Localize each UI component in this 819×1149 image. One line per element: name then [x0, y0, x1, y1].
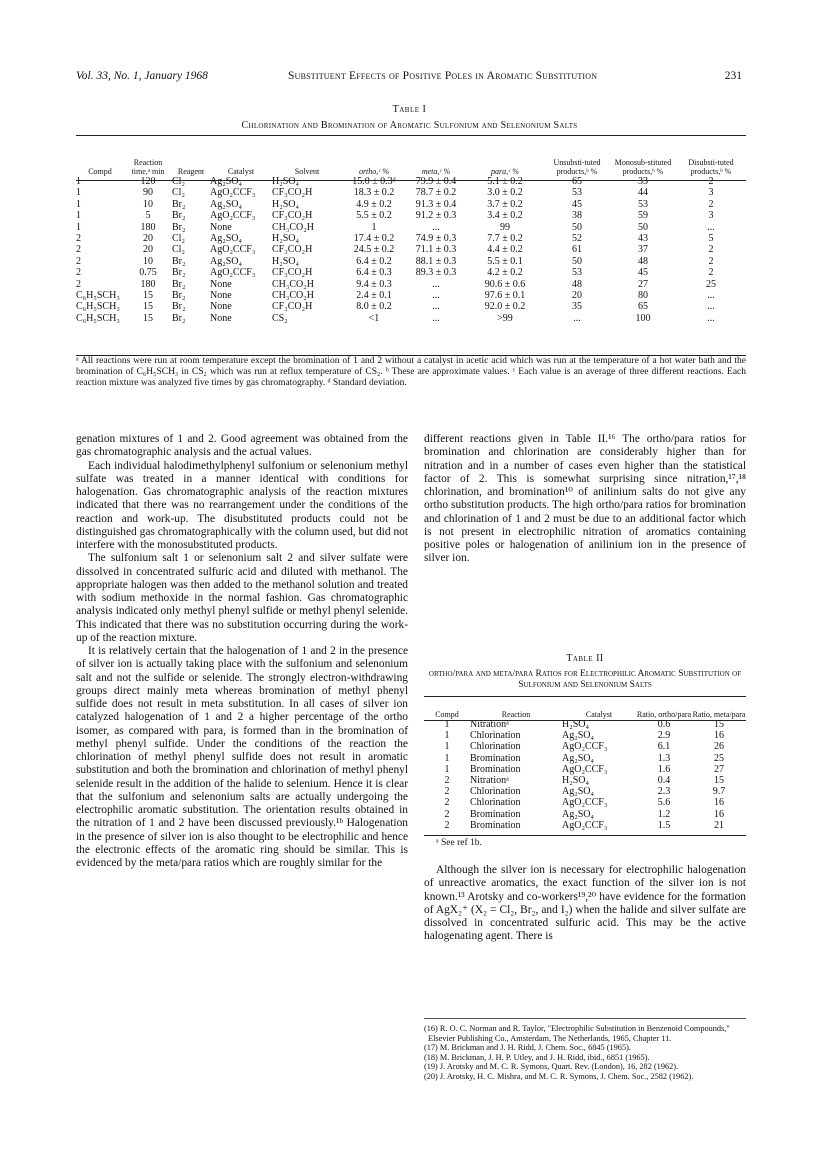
table-cell: 65 [638, 301, 648, 313]
table-cell: 5.1 ± 0.2 [487, 176, 523, 187]
table-cell: 2 [444, 797, 450, 809]
table1-header-compd: Compd [88, 167, 112, 176]
table-cell: 6.4 ± 0.2 [356, 255, 392, 267]
table2-header-reaction: Reaction [501, 710, 531, 719]
table-cell: None [210, 221, 232, 233]
table-cell: 27 [714, 763, 724, 775]
table-cell: C₆H₅SCH₃ [76, 290, 120, 302]
table-cell: 5.6 [657, 797, 671, 809]
table-cell: AgO₂CCF₃ [210, 267, 256, 279]
table-cell: H₂SO₄ [272, 198, 299, 210]
table-cell: CH₃CO₂H [272, 221, 314, 233]
table-cell: ... [432, 278, 440, 290]
table-cell: 78.7 ± 0.2 [415, 187, 457, 199]
table1-header-solvent: Solvent [294, 167, 320, 176]
table-cell: Br₂ [172, 210, 186, 222]
table-cell: 1 [371, 221, 377, 233]
table-cell: CF₃CO₂H [272, 210, 313, 222]
table-cell: None [210, 312, 232, 324]
table-cell: AgO₂CCF₃ [562, 763, 608, 775]
table-cell: 3.7 ± 0.2 [487, 198, 523, 210]
table1-header-reagent: Reagent [177, 167, 205, 176]
paragraph: genation mixtures of 1 and 2. Good agreement was obtained from the gas chromatographic analysis and the actual values. [76, 433, 408, 459]
table-cell: ... [573, 312, 581, 324]
table2-footnote: ᵃ See ref 1b. [436, 838, 482, 848]
table-cell: Bromination [470, 808, 521, 820]
table-cell: Ag₂SO₄ [210, 233, 242, 245]
table-cell: ... [707, 301, 715, 313]
table1-row [76, 233, 746, 244]
table-cell: 6.4 ± 0.3 [356, 267, 392, 279]
table-cell: 15 [143, 301, 153, 313]
table-cell: 3 [708, 210, 714, 222]
table1-row [76, 301, 746, 312]
table-cell: Cl₂ [172, 176, 185, 187]
table-cell: Chlorination [470, 797, 521, 809]
table1-row [76, 267, 746, 278]
table-cell: 0.75 [139, 267, 157, 279]
table-cell: 4.2 ± 0.2 [487, 267, 523, 279]
table-cell: 180 [140, 278, 156, 290]
table2-row [424, 753, 746, 764]
table-cell: 25 [706, 278, 716, 290]
table-cell: 74.9 ± 0.3 [415, 233, 457, 245]
table-cell: 1 [76, 210, 81, 222]
table2-bottom-rule [424, 835, 746, 836]
table2-row [424, 741, 746, 752]
table-cell: 21 [714, 819, 724, 831]
table-cell: CF₃CO₂H [272, 267, 313, 279]
table1-row [76, 290, 746, 301]
table-cell: 1.6 [657, 763, 671, 775]
table2-row [424, 809, 746, 820]
table1-row [76, 187, 746, 198]
table-cell: 20 [143, 233, 153, 245]
table1-row [76, 313, 746, 324]
table-cell: 80 [638, 290, 648, 302]
table2-label: Table II [566, 653, 604, 664]
table-cell: 1 [444, 741, 450, 753]
table-cell: 43 [638, 233, 648, 245]
table-cell: 65 [572, 176, 582, 187]
table-cell: Br₂ [172, 301, 186, 313]
table-cell: Ag₂SO₄ [562, 786, 594, 798]
table-cell: 33 [638, 176, 648, 187]
volume-info: Vol. 33, No. 1, January 1968 [76, 70, 208, 82]
table-cell: Cl₂ [172, 187, 185, 199]
table-cell: Br₂ [172, 312, 186, 324]
footnote-rule [424, 1018, 746, 1019]
table-cell: 88.1 ± 0.3 [415, 255, 457, 267]
table-cell: 24.5 ± 0.2 [353, 244, 395, 256]
table1-header-di: Disubsti-tuted products,ᵇ % [688, 158, 734, 176]
table-cell: 2 [708, 198, 714, 210]
table1-header-meta: meta,ᶜ % [421, 167, 451, 176]
table-cell: 2 [444, 819, 450, 831]
table-cell: 97.6 ± 0.1 [484, 290, 526, 302]
table-cell: 1 [444, 730, 450, 742]
table-cell: ... [707, 290, 715, 302]
table-cell: H₂SO₄ [562, 775, 589, 787]
table2-caption: ortho/para and meta/para Ratios for Electrophilic Aromatic Substitution of Sulfonium and Selenonium Salts [428, 669, 742, 690]
table2-row [424, 775, 746, 786]
table-cell: 16 [714, 797, 724, 809]
table-cell: 27 [638, 278, 648, 290]
table-cell: 10 [143, 255, 153, 267]
right-column-top [424, 433, 746, 566]
table-cell: 6.1 [657, 741, 671, 753]
table-cell: 5 [145, 210, 151, 222]
paragraph: Although the silver ion is necessary for electrophilic halogenation of unreactive aromatics, the exact function of the silver ion is not known.¹³ Arotsky and co-workers¹⁹,²⁰ have evidence for the formation of AgX₂⁺ (X₂ = Cl₂, Br₂, and I₂) when the halide and silver sulfate are dissolved in concentrated sulfuric acid. This may be the active halogenating agent. There is [424, 864, 746, 943]
table-cell: CS₂ [272, 312, 288, 324]
table-cell: ... [432, 290, 440, 302]
table-cell: CF₃CO₂H [272, 301, 313, 313]
reference-item: (20) J. Arotsky, H. C. Mishra, and M. C. R. Symons, J. Chem. Soc., 2582 (1962). [424, 1071, 694, 1081]
table-cell: AgO₂CCF₃ [210, 187, 256, 199]
table-cell: 9.7 [712, 786, 726, 798]
table-cell: 45 [638, 267, 648, 279]
table-cell: 2 [708, 176, 714, 187]
table-cell: 9.4 ± 0.3 [356, 278, 392, 290]
table1-row [76, 210, 746, 221]
table-cell: 59 [638, 210, 648, 222]
table-cell: 4.4 ± 0.2 [487, 244, 523, 256]
table1-header-rule [76, 180, 746, 181]
table-cell: Cl₂ [172, 244, 185, 256]
table-cell: 52 [572, 233, 582, 245]
table-cell: 37 [638, 244, 648, 256]
table-cell: Ag₂SO₄ [210, 198, 242, 210]
table-cell: Bromination [470, 752, 521, 764]
table-cell: 1 [444, 763, 450, 775]
table-cell: Br₂ [172, 267, 186, 279]
table-cell: 91.3 ± 0.4 [415, 198, 457, 210]
table-cell: Chlorination [470, 741, 521, 753]
table-cell: 0.4 [657, 775, 671, 787]
table1-header-catalyst: Catalyst [227, 167, 255, 176]
table2-row [424, 786, 746, 797]
table-cell: 53 [572, 267, 582, 279]
table-cell: 48 [638, 255, 648, 267]
table-cell: CF₃CO₂H [272, 244, 313, 256]
table-cell: Ag₂SO₄ [210, 255, 242, 267]
running-title: Substituent Effects of Positive Poles in Aromatic Substitution [288, 70, 598, 82]
table-cell: 16 [714, 808, 724, 820]
table-cell: ... [432, 221, 440, 233]
table-cell: 2.4 ± 0.1 [356, 290, 392, 302]
table-cell: >99 [497, 312, 513, 324]
reference-item: (19) J. Arotsky and M. C. R. Symons, Quart. Rev. (London), 16, 282 (1962). [424, 1062, 679, 1072]
running-head [76, 70, 742, 86]
table-cell: 8.0 ± 0.2 [356, 301, 392, 313]
table-cell: 17.4 ± 0.2 [353, 233, 395, 245]
table-cell: Br₂ [172, 255, 186, 267]
left-column [76, 433, 408, 870]
table1-row [76, 279, 746, 290]
table-cell: 18.3 ± 0.2 [353, 187, 395, 199]
table-cell: Ag₂SO₄ [562, 730, 594, 742]
table-cell: 2 [76, 233, 81, 245]
table-cell: Br₂ [172, 221, 186, 233]
table-cell: 15 [143, 290, 153, 302]
table1-caption: Chlorination and Bromination of Aromatic Sulfonium and Selenonium Salts [241, 120, 578, 131]
table-cell: 1 [76, 198, 81, 210]
table-cell: 15 [143, 312, 153, 324]
table-cell: 1 [76, 221, 81, 233]
table2-header-catalyst: Catalyst [585, 710, 613, 719]
table-cell: 99 [500, 221, 510, 233]
reference-item: (18) M. Brickman, J. H. P. Utley, and J. H. Ridd, ibid., 6851 (1965). [424, 1052, 650, 1062]
table-cell: 35 [572, 301, 582, 313]
table-cell: 5.5 ± 0.2 [356, 210, 392, 222]
table-cell: 1 [76, 176, 81, 187]
table-cell: 45 [572, 198, 582, 210]
table-cell: Br₂ [172, 290, 186, 302]
table-cell: C₆H₅SCH₃ [76, 301, 120, 313]
table1-row [76, 199, 746, 210]
table-cell: 2 [444, 775, 450, 787]
table1-row [76, 176, 746, 187]
table-cell: ... [432, 301, 440, 313]
table-cell: AgO₂CCF₃ [562, 741, 608, 753]
table-cell: Chlorination [470, 730, 521, 742]
table-cell: Chlorination [470, 786, 521, 798]
page-number: 231 [724, 70, 742, 82]
table-cell: Bromination [470, 819, 521, 831]
table-cell: 50 [638, 221, 648, 233]
table2-body [424, 719, 746, 831]
table2-header-compd: Compd [435, 710, 459, 719]
table-cell: None [210, 301, 232, 313]
table-cell: 1.3 [657, 752, 671, 764]
table1-row [76, 222, 746, 233]
right-column-bottom [424, 864, 746, 944]
table2-header-op: Ratio, ortho/para [636, 710, 692, 719]
paragraph: It is relatively certain that the halogenation of 1 and 2 in the presence of silver ion is actually taking place with the sulfonium and selenonium salt and not the sulfide or selenide. The strongly electron-withdrawing groups direct mainly meta whereas bromination of methyl phenyl sulfide does not result in meta substitution. In all cases of silver ion catalyzed halogenation of 1 and 2 a higher percentage of the ortho isomer, as compared with para, is formed than in the bromination of methyl phenyl sulfide. Under the conditions of the reaction the chlorination of methyl phenyl sulfide does not result in aromatic substitution and both the bromination and chlorination of methyl phenyl selenide result in the addition of the halide to selenium. Hence it is clear that the sulfonium and selenonium salts are actually undergoing the electrophilic aromatic substitution. The orientation results obtained in the nitration of 1 and 2 have been discussed previously.¹ᵇ Halogenation in the presence of silver ion is also thought to be electrophilic and hence the electronic effects of the aromatic ring should be similar. This is evidenced by the meta/para ratios which are roughly similar for the [76, 645, 408, 869]
table-cell: 1.2 [657, 808, 671, 820]
table-cell: 0.6 [657, 719, 671, 730]
table2-row [424, 820, 746, 831]
table-cell: None [210, 278, 232, 290]
table1-footnote: ᵃ All reactions were run at room temperature except the bromination of 1 and 2 without a catalyst in acetic acid which was run at the temperature of a hot water bath and the bromination of C₆H₅SCH₃ in CS₂ which was run at reflux temperature of CS₂. ᵇ These are approximate values. ᶜ Each value is an average of three different reactions. Each reaction mixture was analyzed five times by gas chromatography. ᵈ Standard deviation. [76, 356, 746, 389]
table-cell: H₂SO₄ [272, 255, 299, 267]
table-cell: CH₃CO₂H [272, 290, 314, 302]
table-cell: 53 [572, 187, 582, 199]
table-cell: 2.3 [657, 786, 671, 798]
table-cell: 15 [714, 775, 724, 787]
table-cell: Cl₂ [172, 233, 185, 245]
table1-row [76, 244, 746, 255]
table-cell: CH₃CO₂H [272, 278, 314, 290]
table-cell: 48 [572, 278, 582, 290]
table-cell: 3.0 ± 0.2 [487, 187, 523, 199]
table-cell: C₆H₅SCH₃ [76, 312, 120, 324]
table2 [424, 697, 746, 831]
paragraph: different reactions given in Table II.¹⁶ The ortho/para ratios for bromination and chlorination are considerably higher than for nitration and in a number of cases even higher than the statistical factor of 2. This is somewhat surprising since nitration,¹⁷,¹⁸ chlorination, and bromination¹⁰ of anilinium salts do not give any ortho substitution products. The high ortho/para ratios for bromination and chlorination of 1 and 2 must be due to an additional factor which is not present in electrophilic nitration of aromatics containing positive poles or halogenation of anilinium ion in the presence of silver ion. [424, 433, 746, 565]
table-cell: 100 [635, 312, 651, 324]
table-cell: 16 [714, 730, 724, 742]
table-cell: 79.9 ± 0.4 [415, 176, 457, 187]
table-cell: 92.0 ± 0.2 [484, 301, 526, 313]
table-cell: Bromination [470, 763, 521, 775]
table-cell: ... [432, 312, 440, 324]
table-cell: None [210, 290, 232, 302]
table-cell: AgO₂CCF₃ [562, 819, 608, 831]
table1-row [76, 256, 746, 267]
table-cell: 25 [714, 752, 724, 764]
table-cell: 15.0 ± 0.3ᵈ [352, 176, 396, 187]
table2-row [424, 797, 746, 808]
table-cell: 10 [143, 198, 153, 210]
table1-body [76, 176, 746, 324]
table1-header-unsub: Unsubsti-tuted products,ᵇ % [553, 158, 601, 176]
table1-label: Table I [392, 104, 427, 115]
table-cell: 5.5 ± 0.1 [487, 255, 523, 267]
table1-header-time: Reaction time,ᵃ min [131, 158, 165, 176]
table-cell: 1 [444, 719, 450, 730]
table-cell: <1 [368, 312, 380, 324]
table-cell: 2 [444, 808, 450, 820]
table-cell: 20 [572, 290, 582, 302]
table-cell: 3.4 ± 0.2 [487, 210, 523, 222]
table2-row [424, 730, 746, 741]
table2-header-rule [424, 720, 746, 721]
table1-header-ortho: ortho,ᶜ % [358, 167, 390, 176]
table-cell: 50 [572, 255, 582, 267]
table-cell: Ag₂SO₄ [562, 752, 594, 764]
reference-item: (16) R. O. C. Norman and R. Taylor, "Electrophilic Substitution in Benzenoid Compounds," Elsevier Publishing Co., Amsterdam, The Netherlands, 1965, Chapter 11. [424, 1024, 730, 1043]
table-cell: 2 [708, 244, 714, 256]
table1 [76, 136, 746, 324]
table-cell: 61 [572, 244, 582, 256]
table-cell: 90.6 ± 0.6 [484, 278, 526, 290]
table-cell: AgO₂CCF₃ [562, 797, 608, 809]
table-cell: ... [707, 312, 715, 324]
table-cell: 180 [140, 221, 156, 233]
table-cell: 2 [76, 278, 81, 290]
table-cell: 26 [714, 741, 724, 753]
table-cell: AgO₂CCF₃ [210, 244, 256, 256]
table-cell: 89.3 ± 0.3 [415, 267, 457, 279]
table-cell: H₂SO₄ [562, 719, 589, 730]
table-cell: 2 [444, 786, 450, 798]
table-cell: 90 [143, 187, 153, 199]
table-cell: 38 [572, 210, 582, 222]
table-cell: CF₃CO₂H [272, 187, 313, 199]
table-cell: 2 [76, 255, 81, 267]
table-cell: 20 [143, 244, 153, 256]
table-cell: 15 [714, 719, 724, 730]
table-cell: 2 [76, 244, 81, 256]
table-cell: Ag₂SO₄ [210, 176, 242, 187]
table-cell: 2 [708, 255, 714, 267]
table2-header-mp: Ratio, meta/para [692, 710, 746, 719]
paragraph: Each individual halodimethylphenyl sulfonium or selenonium methyl sulfate was treated in a manner identical with conditions for halogenation. Gas chromatographic analysis of the reaction mixtures indicated that there was no rearrangement under the conditions of the reaction and work-up. The disubstituted products could not be distinguished gas chromatographically with the column used, but did not interfere with the monosubstituted products. [76, 459, 408, 551]
table-cell: 50 [572, 221, 582, 233]
table2-row [424, 764, 746, 775]
table-cell: ... [707, 221, 715, 233]
table-cell: 120 [140, 176, 156, 187]
table-cell: 3 [708, 187, 714, 199]
table-cell: 1 [444, 752, 450, 764]
references [424, 1024, 746, 1082]
table-cell: Ag₂SO₄ [562, 808, 594, 820]
paragraph: The sulfonium salt 1 or selenonium salt 2 and silver sulfate were dissolved in concentrated sulfuric acid and diluted with methanol. The appropriate halogen was then added to the methanol solution and treated with sodium methoxide in the normal fashion. Gas chromatographic analysis indicated only methyl phenyl sulfide or methyl phenyl selenide. This indicated that there was no substitution occurring during the work-up of the reaction mixture. [76, 552, 408, 644]
table-cell: Br₂ [172, 198, 186, 210]
table-cell: Nitrationᵃ [470, 775, 509, 787]
table-cell: 1 [76, 187, 81, 199]
table-cell: 2 [708, 267, 714, 279]
table-cell: 53 [638, 198, 648, 210]
reference-item: (17) M. Brickman and J. H. Ridd, J. Chem. Soc., 6845 (1965). [424, 1043, 631, 1053]
table-cell: H₂SO₄ [272, 176, 299, 187]
table-cell: 91.2 ± 0.3 [415, 210, 457, 222]
table-cell: Nitrationᵃ [470, 719, 509, 730]
table-cell: 5 [708, 233, 714, 245]
table-cell: 2 [76, 267, 81, 279]
table-cell: 4.9 ± 0.2 [356, 198, 392, 210]
table-cell: 1.5 [657, 819, 671, 831]
table-cell: 71.1 ± 0.3 [415, 244, 457, 256]
table1-header-para: para,ᶜ % [491, 167, 519, 176]
table-cell: 44 [638, 187, 648, 199]
table1-header-mono: Monosub-stituted products,ᵇ % [614, 158, 672, 176]
table-cell: 7.7 ± 0.2 [487, 233, 523, 245]
table-cell: H₂SO₄ [272, 233, 299, 245]
table-cell: AgO₂CCF₃ [210, 210, 256, 222]
table-cell: 2.9 [657, 730, 671, 742]
table-cell: Br₂ [172, 278, 186, 290]
